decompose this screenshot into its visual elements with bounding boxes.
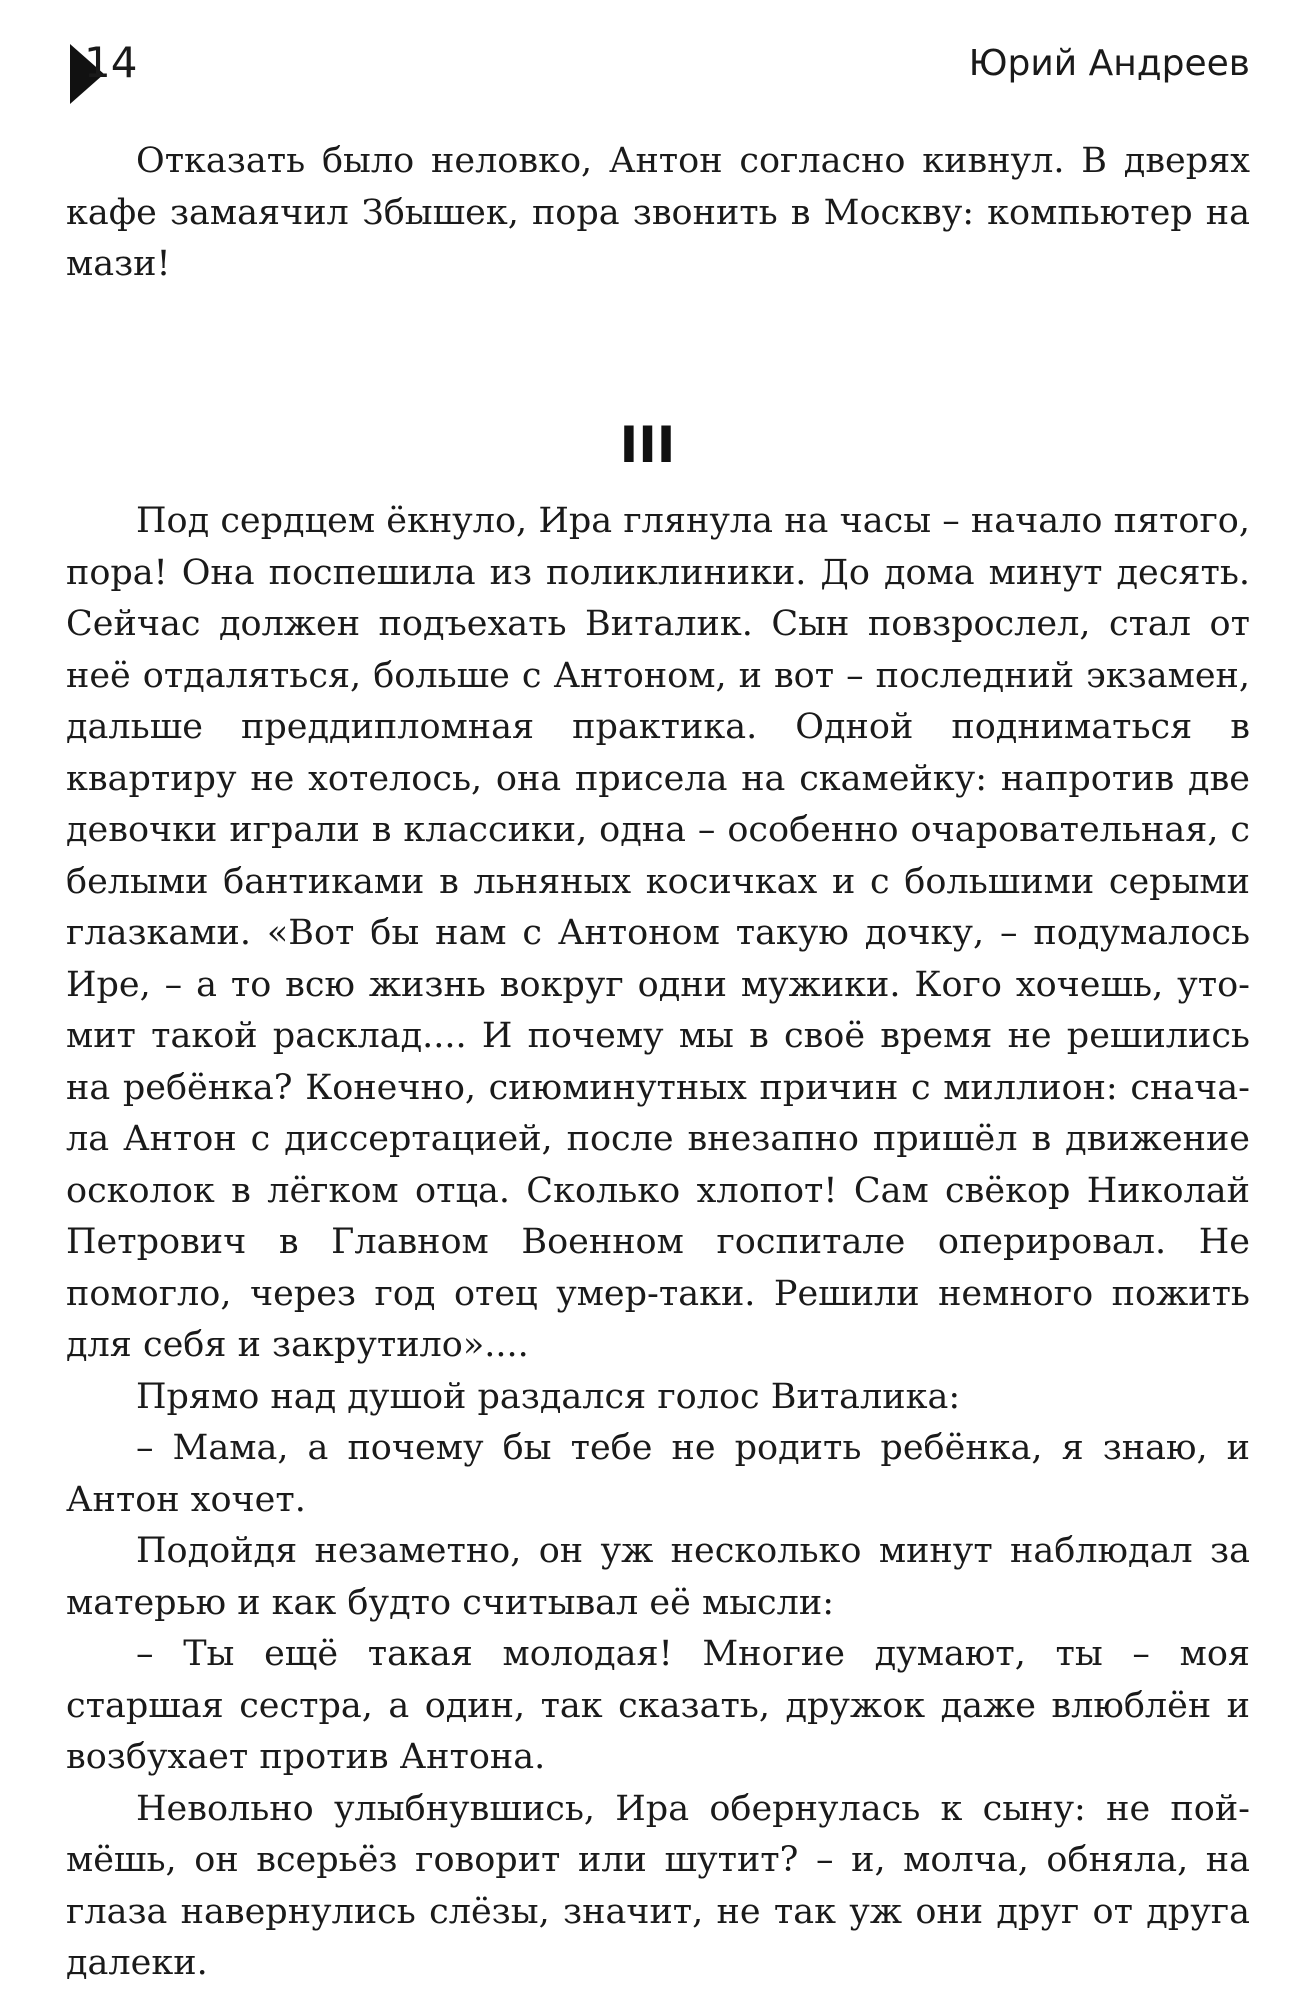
previous-chapter-ending: [66, 136, 1250, 291]
chapter-body: [66, 496, 1250, 1990]
running-head-author: Юрий Андреев: [968, 43, 1250, 84]
paragraph: Подойдя незаметно, он уж несколько минут наблюдал за матерью и как будто считывал её мысли:: [66, 1531, 1250, 1623]
page-number: 14: [84, 38, 138, 87]
paragraph: Отказать было неловко, Антон согласно кивнул. В дверях кафе замаячил Збышек, пора звонить в Москву: компьютер на мази!: [66, 141, 1250, 284]
paragraph: Прямо над душой раздался голос Виталика:: [136, 1376, 961, 1417]
dialogue-line: – Мама, а почему бы тебе не родить ребёнка, я знаю, и Антон хочет.: [66, 1428, 1250, 1520]
chapter-number: III: [619, 416, 676, 474]
paragraph: Под сердцем ёкнуло, Ира глянула на часы – начало пятого, пора! Она поспешила из поликлиники. До дома минут десять. Сейчас должен подъехать Виталик. Сын повзрослел, стал от неё отдаляться, больше с Антоном, и вот – последний экзамен, дальше преддипломная практика. Одной подниматься в квартиру не хотелось, она присела на скамейку: напротив две девочки играли в классики, одна – особенно очаровательная, с белыми бантиками в льняных косичках и с большими серыми глазками. «Вот бы нам с Антоном такую дочку, – подумалось Ире, – а то всю жизнь вокруг одни мужики. Кого хочешь, утомит такой расклад.... И почему мы в своё время не решились на ребёнка? Конечно, сиюминутных причин с миллион: сначала Антон с диссертацией, после внезапно пришёл в движение осколок в лёгком отца. Сколько хлопот! Сам свёкор Николай Петрович в Главном Военном госпитале оперировал. Не помогло, через год отец умер-таки. Решили немного пожить для себя и закрутило»....: [66, 501, 1250, 1365]
dialogue-line: – Ты ещё такая молодая! Многие думают, ты – моя старшая сестра, а один, так сказать, дружок даже влюблён и возбухает против Антона.: [66, 1634, 1250, 1777]
paragraph: Невольно улыбнувшись, Ира обернулась к сыну: не поймёшь, он всерьёз говорит или шутит? – и, молча, обняла, на глаза навернулись слёзы, значит, не так уж они друг от друга далеки.: [66, 1788, 1250, 1983]
